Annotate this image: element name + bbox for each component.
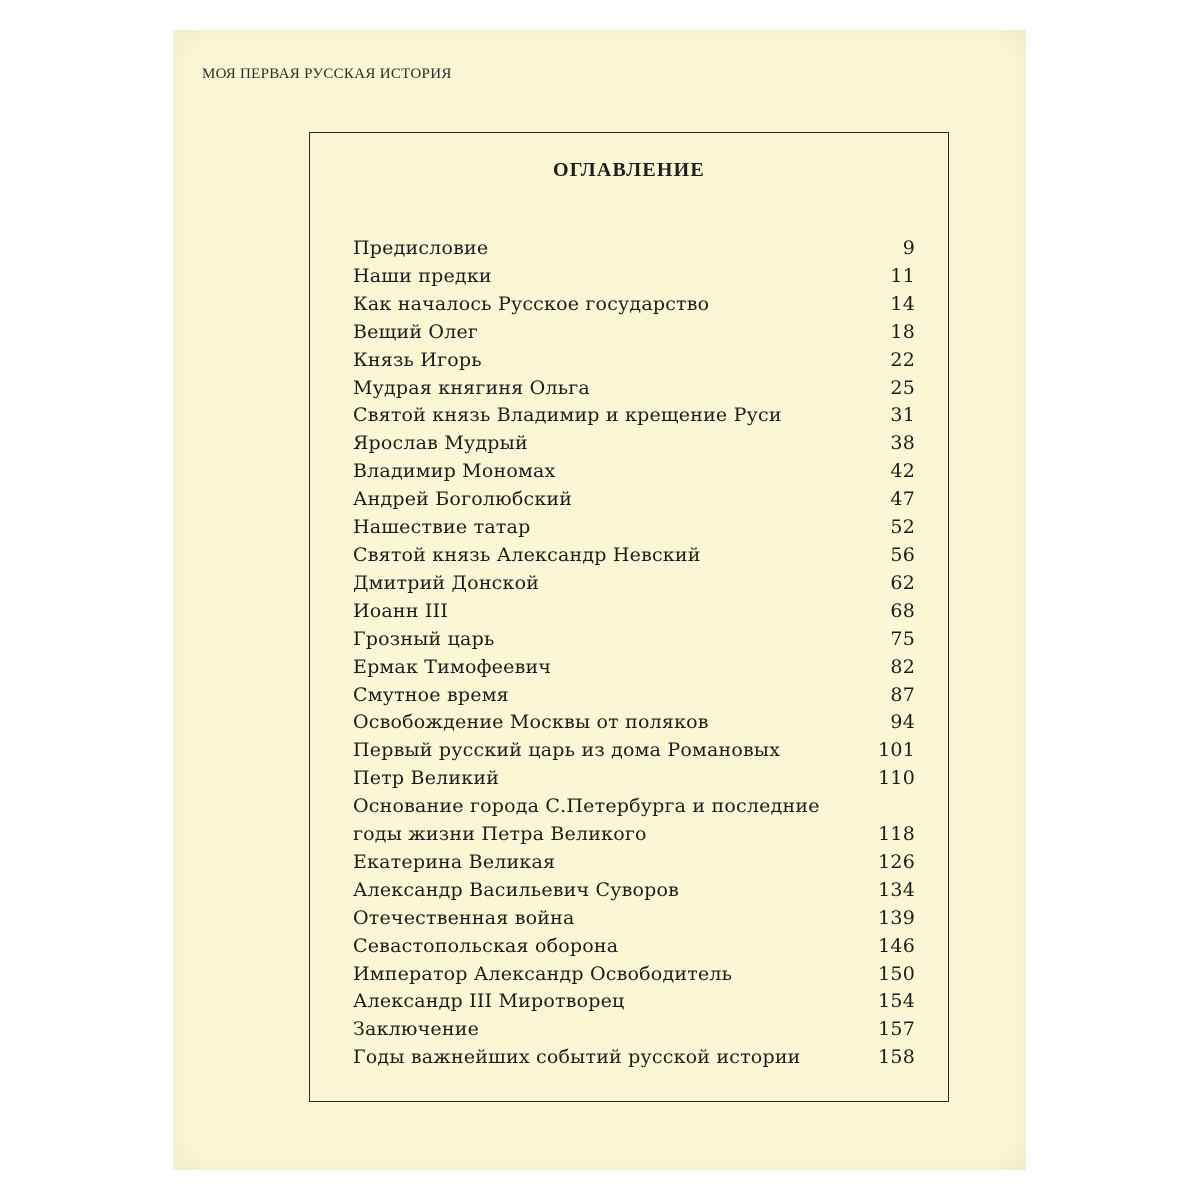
toc-entry-page: 14 <box>890 292 915 315</box>
toc-entry <box>353 514 915 542</box>
toc-entry-page: 139 <box>878 906 915 929</box>
toc-entry-title: Дмитрий Донской <box>353 571 540 594</box>
toc-entry-title: Заключение <box>353 1018 480 1041</box>
toc-entry-page: 18 <box>890 320 915 343</box>
toc-entry-page: 42 <box>890 460 915 483</box>
toc-entry-title: Екатерина Великая <box>353 850 556 873</box>
toc-entry <box>353 682 915 710</box>
toc-entry-page: 11 <box>890 264 915 287</box>
toc-entry <box>353 598 915 626</box>
toc-entry <box>353 933 915 961</box>
toc-entry-title: Предисловие <box>353 237 489 259</box>
running-head: МОЯ ПЕРВАЯ РУССКАЯ ИСТОРИЯ <box>202 66 452 82</box>
book-page <box>173 30 1026 1170</box>
toc-entry-page: 38 <box>890 432 915 455</box>
toc-entry-page: 47 <box>890 488 915 511</box>
toc-entry <box>353 263 915 291</box>
toc-entry-page: 75 <box>890 627 915 650</box>
toc-entry <box>353 626 915 654</box>
toc-entry <box>353 849 915 877</box>
toc-entry <box>353 402 915 430</box>
toc-entry-title: Святой князь Владимир и крещение Руси <box>353 404 782 427</box>
toc-entry-page: 158 <box>878 1046 915 1069</box>
toc-entry-page: 31 <box>890 404 915 427</box>
toc-entry-title: Андрей Боголюбский <box>353 488 573 511</box>
toc-list <box>353 235 915 1072</box>
toc-entry <box>353 486 915 514</box>
toc-entry <box>353 347 915 375</box>
toc-entry-title: Петр Великий <box>353 767 500 790</box>
toc-entry-title: Грозный царь <box>353 627 495 650</box>
toc-entry <box>353 458 915 486</box>
toc-entry-title: Иоанн III <box>353 599 449 622</box>
toc-entry-title: Наши предки <box>353 264 492 287</box>
toc-entry-page: 150 <box>878 962 915 985</box>
toc-entry-page: 25 <box>890 376 915 399</box>
toc-entry-page: 82 <box>890 655 915 678</box>
toc-entry <box>353 737 915 765</box>
toc-entry-title: Отечественная война <box>353 906 575 929</box>
toc-frame <box>309 132 949 1102</box>
toc-entry-title: Основание города С.Петербурга и последние годы жизни Петра Великого <box>353 795 820 846</box>
toc-entry-page: 110 <box>878 767 915 790</box>
toc-entry-page: 101 <box>878 739 915 762</box>
toc-entry-title: Как началось Русское государство <box>353 292 710 315</box>
toc-entry-title: Князь Игорь <box>353 348 482 371</box>
toc-entry <box>353 570 915 598</box>
toc-entry-title: Мудрая княгиня Ольга <box>353 376 590 399</box>
toc-entry <box>353 654 915 682</box>
toc-entry-title: Ермак Тимофеевич <box>353 655 552 678</box>
toc-entry-title: Годы важнейших событий русской истории <box>353 1046 801 1069</box>
toc-entry-title: Ярослав Мудрый <box>353 432 528 455</box>
toc-entry-page: 126 <box>878 850 915 873</box>
toc-entry <box>353 375 915 403</box>
toc-entry-page: 157 <box>878 1018 915 1041</box>
toc-entry <box>353 988 915 1016</box>
toc-entry-page: 68 <box>890 599 915 622</box>
toc-entry-page: 62 <box>890 571 915 594</box>
toc-entry-page: 22 <box>890 348 915 371</box>
toc-entry <box>353 430 915 458</box>
toc-entry <box>353 235 915 263</box>
toc-entry-title: Владимир Мономах <box>353 460 556 483</box>
toc-title: ОГЛАВЛЕНИЕ <box>553 159 705 181</box>
toc-entry <box>353 905 915 933</box>
toc-entry <box>353 793 915 849</box>
toc-entry-title: Нашествие татар <box>353 516 531 539</box>
toc-entry <box>353 765 915 793</box>
toc-entry <box>353 877 915 905</box>
toc-entry-page: 154 <box>878 990 915 1013</box>
toc-entry <box>353 1016 915 1044</box>
toc-entry-title: Освобождение Москвы от поляков <box>353 711 709 734</box>
toc-entry-page: 118 <box>878 823 915 846</box>
toc-entry-title: Император Александр Освободитель <box>353 962 733 985</box>
toc-entry <box>353 319 915 347</box>
toc-entry-page: 56 <box>890 543 915 566</box>
toc-entry <box>353 542 915 570</box>
toc-entry-title: Первый русский царь из дома Романовых <box>353 739 781 762</box>
toc-entry-title: Александр III Миротворец <box>353 990 625 1013</box>
toc-entry-title: Вещий Олег <box>353 320 479 343</box>
toc-entry-page: 146 <box>878 934 915 957</box>
toc-entry <box>353 291 915 319</box>
toc-entry-page: 52 <box>890 516 915 539</box>
toc-entry-page: 9 <box>902 237 915 259</box>
toc-entry-page: 94 <box>890 711 915 734</box>
toc-entry <box>353 961 915 989</box>
toc-entry <box>353 1044 915 1072</box>
toc-entry-title: Смутное время <box>353 683 509 706</box>
toc-entry-title: Святой князь Александр Невский <box>353 543 701 566</box>
toc-entry <box>353 709 915 737</box>
toc-entry-title: Александр Васильевич Суворов <box>353 878 680 901</box>
toc-entry-page: 134 <box>878 878 915 901</box>
toc-entry-page: 87 <box>890 683 915 706</box>
toc-entry-title: Севастопольская оборона <box>353 934 619 957</box>
